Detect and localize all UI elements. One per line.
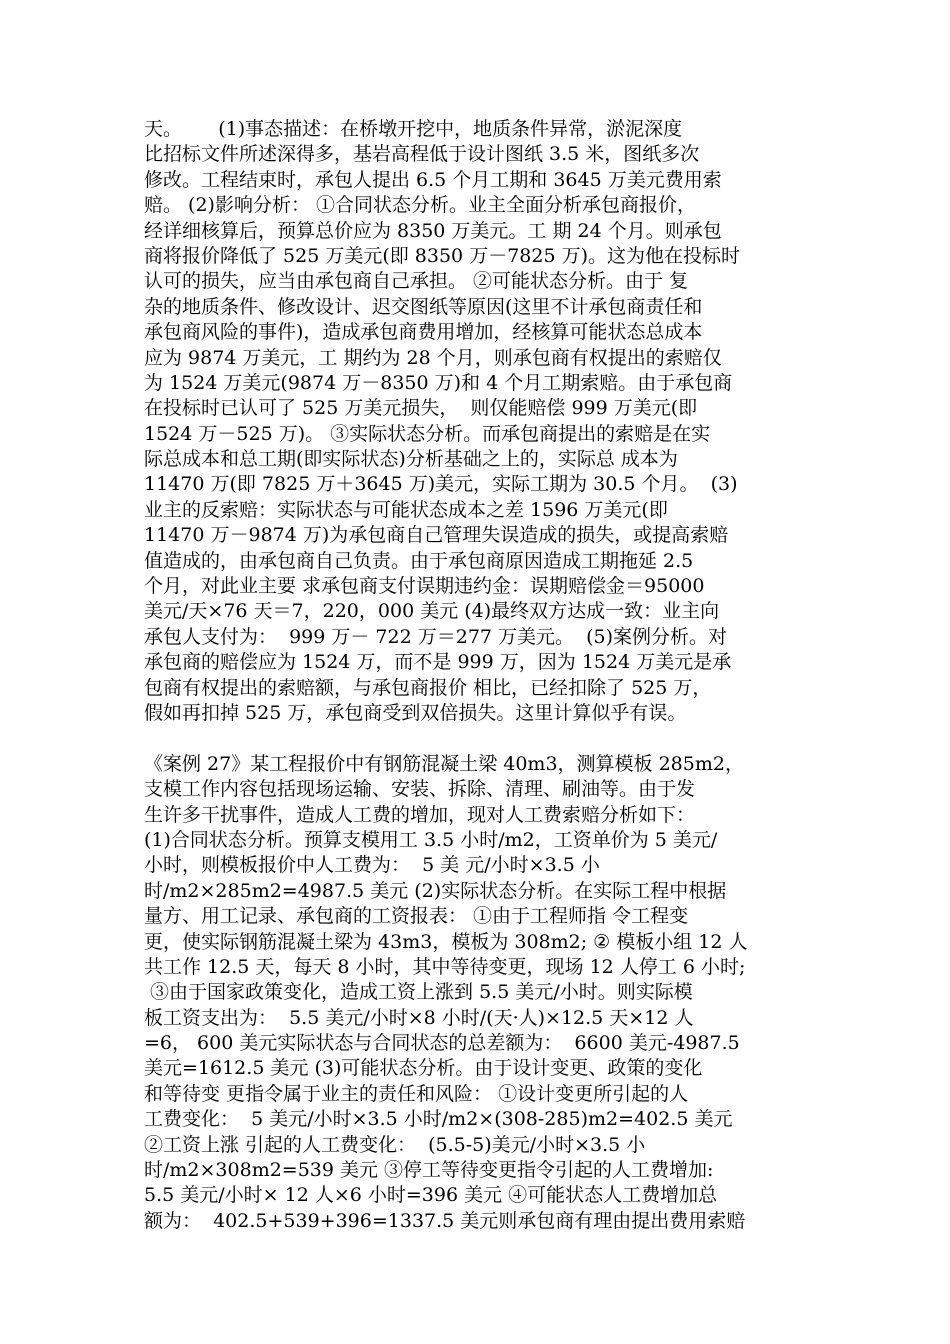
text-line: 承包人支付为： 999 万－ 722 万＝277 万美元。 (5)案例分析。对 xyxy=(144,625,728,648)
text-line: 时/m2×285m2=4987.5 美元 (2)实际状态分析。在实际工程中根据 xyxy=(144,879,727,902)
paragraph-case-27 xyxy=(144,752,804,1234)
text-line: 在投标时已认可了 525 万美元损失， 则仅能赔偿 999 万美元(即 xyxy=(144,397,698,420)
text-line: 和等待变 更指令属于业主的责任和风险： ①设计变更所引起的人 xyxy=(144,1082,689,1105)
text-line: 杂的地质条件、修改设计、迟交图纸等原因(这里不计承包商责任和 xyxy=(144,295,703,318)
text-line: 赔。 (2)影响分析： ①合同状态分析。业主全面分析承包商报价， xyxy=(144,194,696,217)
paragraph-gap xyxy=(144,726,804,751)
text-line: 天。 (1)事态描述：在桥墩开挖中，地质条件异常，淤泥深度 xyxy=(144,118,683,140)
text-line: 包商有权提出的索赔额，与承包商报价 相比，已经扣除了 525 万， xyxy=(144,676,712,699)
text-line: 承包商的赔偿应为 1524 万，而不是 999 万，因为 1524 万美元是承 xyxy=(144,651,732,674)
text-line: 经详细核算后，预算总价应为 8350 万美元。工 期 24 个月。则承包 xyxy=(144,219,722,242)
text-line: 个月，对此业主要 求承包商支付误期违约金：误期赔偿金＝95000 xyxy=(144,575,705,598)
text-line: 认可的损失，应当由承包商自己承担。 ②可能状态分析。由于 复 xyxy=(144,270,689,293)
text-line: 5.5 美元/小时× 12 人×6 小时=396 美元 ④可能状态人工费增加总 xyxy=(144,1184,718,1207)
text-line: 1524 万－525 万)。 ③实际状态分析。而承包商提出的索赔是在实 xyxy=(144,422,711,445)
text-line: ③由于国家政策变化，造成工资上涨到 5.5 美元/小时。则实际模 xyxy=(144,981,693,1004)
text-line: 商将报价降低了 525 万美元(即 8350 万－7825 万)。这为他在投标时 xyxy=(144,244,740,267)
text-line: 《案例 27》某工程报价中有钢筋混凝土梁 40m3，测算模板 285m2， xyxy=(144,752,744,775)
text-line: 支模工作内容包括现场运输、安装、拆除、清理、刷油等。由于发 xyxy=(144,778,696,801)
text-line: 比招标文件所述深得多，基岩高程低于设计图纸 3.5 米，图纸多次 xyxy=(144,143,700,166)
text-line: =6， 600 美元实际状态与合同状态的总差额为： 6600 美元-4987.5 xyxy=(144,1032,740,1055)
text-line: 时/m2×308m2=539 美元 ③停工等待变更指令引起的人工费增加: xyxy=(144,1159,714,1182)
text-line: 假如再扣掉 525 万，承包商受到双倍损失。这里计算似乎有误。 xyxy=(144,701,687,724)
text-line: 工费变化： 5 美元/小时×3.5 小时/m2×(308-285)m2=402.5 美元 xyxy=(144,1108,733,1131)
text-line: 承包商风险的事件)，造成承包商费用增加，经核算可能状态总成本 xyxy=(144,321,703,344)
text-line: 共工作 12.5 天，每天 8 小时，其中等待变更，现场 12 人停工 6 小时; xyxy=(144,955,746,978)
text-line: 为 1524 万美元(9874 万－8350 万)和 4 个月工期索赔。由于承包商 xyxy=(144,371,733,394)
text-line: (1)合同状态分析。预算支模用工 3.5 小时/m2，工资单价为 5 美元/ xyxy=(144,828,718,851)
text-line: 生许多干扰事件，造成人工费的增加，现对人工费索赔分析如下： xyxy=(144,803,696,826)
text-line: 值造成的，由承包商自己负责。由于承包商原因造成工期拖延 2.5 xyxy=(144,549,694,572)
text-line: 板工资支出为： 5.5 美元/小时×8 小时/(天·人)×12.5 天×12 人 xyxy=(144,1006,694,1029)
text-line: 11470 万(即 7825 万＋3645 万)美元，实际工期为 30.5 个月。 (3) xyxy=(144,473,738,496)
text-line: 美元/天×76 天＝7，220，000 美元 (4)最终双方达成一致：业主向 xyxy=(144,600,720,623)
text-line: 额为： 402.5+539+396=1337.5 美元则承包商有理由提出费用索赔 xyxy=(144,1209,746,1232)
text-line: 业主的反索赔：实际状态与可能状态成本之差 1596 万美元(即 xyxy=(144,498,668,521)
text-line: 应为 9874 万美元，工 期约为 28 个月，则承包商有权提出的索赔仅 xyxy=(144,346,722,369)
text-line: ②工资上涨 引起的人工费变化： (5.5-5)美元/小时×3.5 小 xyxy=(144,1133,646,1156)
text-line: 11470 万－9874 万)为承包商自己管理失误造成的损失，或提高索赔 xyxy=(144,524,729,547)
text-line: 更，使实际钢筋混凝土梁为 43m3，模板为 308m2; ② 模板小组 12 人 xyxy=(144,930,748,953)
text-line: 修改。工程结束时，承包人提出 6.5 个月工期和 3645 万美元费用索 xyxy=(144,168,722,191)
text-line: 小时，则模板报价中人工费为： 5 美 元/小时×3.5 小 xyxy=(144,854,600,877)
text-line: 际总成本和总工期(即实际状态)分析基础之上的，实际总 成本为 xyxy=(144,448,678,471)
text-line: 量方、用工记录、承包商的工资报表： ①由于工程师指 令工程变 xyxy=(144,905,689,928)
document-page xyxy=(144,117,804,1234)
text-line: 美元=1612.5 美元 (3)可能状态分析。由于设计变更、政策的变化 xyxy=(144,1057,703,1080)
paragraph-case-26-analysis xyxy=(144,117,804,726)
